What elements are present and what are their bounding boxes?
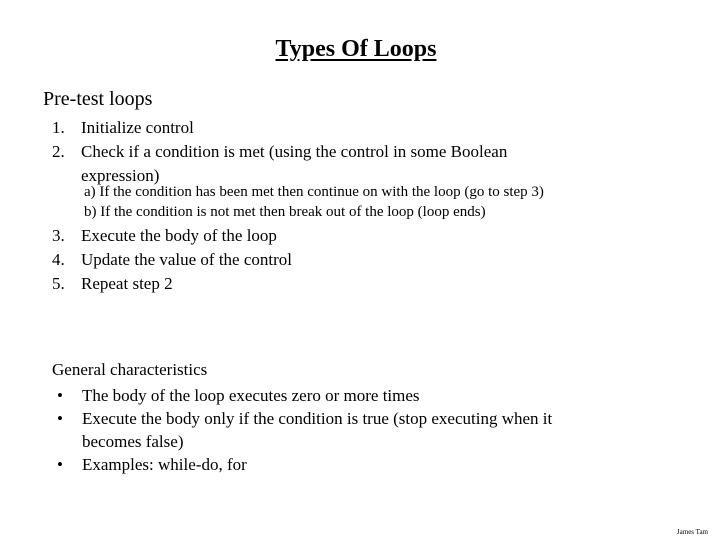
bullet-text: The body of the loop executes zero or more times [82, 386, 420, 405]
step-item [52, 248, 292, 272]
list-item [52, 384, 652, 407]
step-number: 5. [52, 274, 65, 293]
bullet-text: Examples: while-do, for [82, 455, 247, 474]
step-text: Check if a condition is met (using the control in some Boolean [81, 142, 508, 161]
sub-step-item: a) If the condition has been met then continue on with the loop (go to step 3) [84, 184, 544, 200]
sub-steps-list [84, 182, 544, 222]
slide-title: Types Of Loops [275, 36, 437, 62]
step-number: 2. [52, 142, 65, 161]
steps-list-bottom [52, 224, 292, 296]
bullet-icon: • [57, 409, 63, 428]
step-text: Update the value of the control [81, 250, 293, 269]
step-text: Repeat step 2 [81, 274, 173, 293]
bullet-icon: • [57, 386, 63, 405]
bullet-text-continued: becomes false) [82, 432, 184, 451]
step-item [52, 116, 507, 140]
step-text-continued: expression) [81, 166, 160, 185]
bullet-icon: • [57, 455, 63, 474]
step-text: Initialize control [81, 118, 194, 137]
bullet-text: Execute the body only if the condition is true (stop executing when it [82, 409, 553, 428]
characteristics-list [52, 384, 652, 476]
step-text: Execute the body of the loop [81, 226, 277, 245]
step-text-block [81, 140, 507, 188]
sub-step-item: b) If the condition is not met then break out of the loop (loop ends) [84, 204, 486, 220]
author-footer: James Tam [676, 528, 708, 536]
steps-list-top [52, 116, 507, 188]
bullet-text-block [82, 407, 652, 453]
step-item [52, 272, 292, 296]
step-item [52, 224, 292, 248]
step-item [52, 140, 507, 188]
general-characteristics-heading: General characteristics [52, 360, 208, 379]
list-item [52, 453, 652, 476]
step-number: 1. [52, 118, 65, 137]
step-number: 3. [52, 226, 65, 245]
step-number: 4. [52, 250, 65, 269]
list-item [52, 407, 652, 453]
section-heading-pretest: Pre-test loops [43, 88, 153, 110]
